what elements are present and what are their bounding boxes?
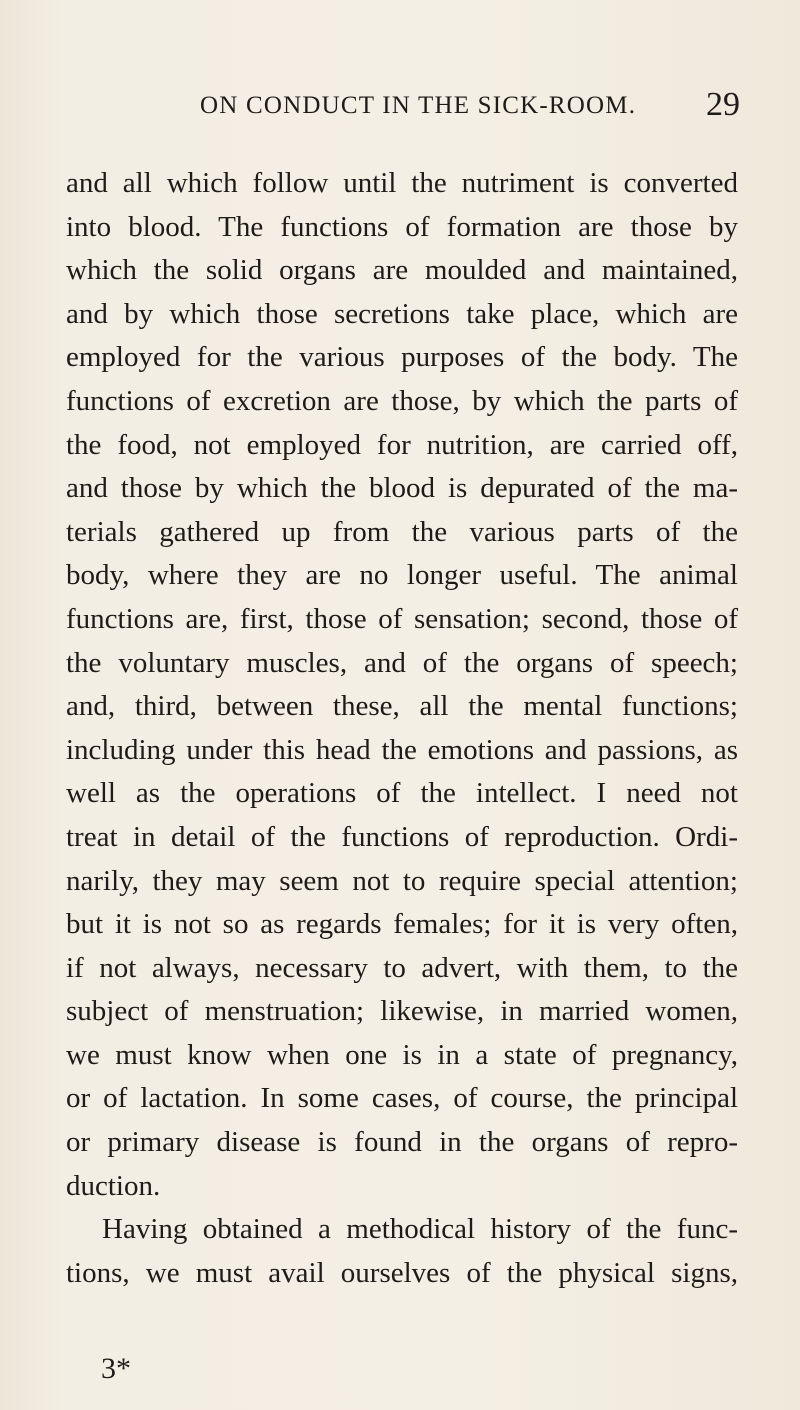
- text-line: narily, they may seem not to require special attention;: [66, 864, 738, 897]
- text-line: which the solid organs are moulded and maintained,: [66, 254, 738, 287]
- text-line: treat in detail of the functions of reproduction. Ordi-: [66, 820, 738, 853]
- body-text: [66, 162, 738, 1295]
- text-line: and, third, between these, all the mental functions;: [66, 690, 738, 723]
- signature-mark: 3*: [101, 1352, 131, 1385]
- running-title: ON CONDUCT IN THE SICK-ROOM.: [200, 92, 637, 119]
- text-line: duction.: [66, 1169, 161, 1202]
- text-line: but it is not so as regards females; for it is very often,: [66, 908, 738, 941]
- text-line: body, where they are no longer useful. The animal: [66, 559, 738, 592]
- text-line: functions are, first, those of sensation; second, those of: [66, 602, 738, 635]
- page-number: 29: [706, 86, 740, 123]
- text-line: tions, we must avail ourselves of the physical signs,: [66, 1256, 738, 1289]
- text-line: terials gathered up from the various parts of the: [66, 515, 738, 548]
- text-line: subject of menstruation; likewise, in married women,: [66, 995, 738, 1028]
- paragraph-start-line: Having obtained a methodical history of the func-: [102, 1213, 738, 1246]
- text-line: if not always, necessary to advert, with them, to the: [66, 951, 738, 984]
- text-line: functions of excretion are those, by which the parts of: [66, 384, 738, 417]
- text-line: into blood. The functions of formation are those by: [66, 210, 738, 243]
- text-line: and those by which the blood is depurated of the ma-: [66, 472, 738, 505]
- text-line: and by which those secretions take place, which are: [66, 297, 738, 330]
- text-line: including under this head the emotions and passions, as: [66, 733, 738, 766]
- running-head: [200, 86, 740, 132]
- text-line: the food, not employed for nutrition, are carried off,: [66, 428, 738, 461]
- text-line: we must know when one is in a state of pregnancy,: [66, 1038, 738, 1071]
- text-line: employed for the various purposes of the body. The: [66, 341, 738, 374]
- text-line: well as the operations of the intellect. I need not: [66, 777, 738, 810]
- text-line: or primary disease is found in the organs of repro-: [66, 1126, 738, 1159]
- text-line: the voluntary muscles, and of the organs of speech;: [66, 646, 738, 679]
- text-line: or of lactation. In some cases, of course, the principal: [66, 1082, 738, 1115]
- text-line: and all which follow until the nutriment is converted: [66, 167, 738, 199]
